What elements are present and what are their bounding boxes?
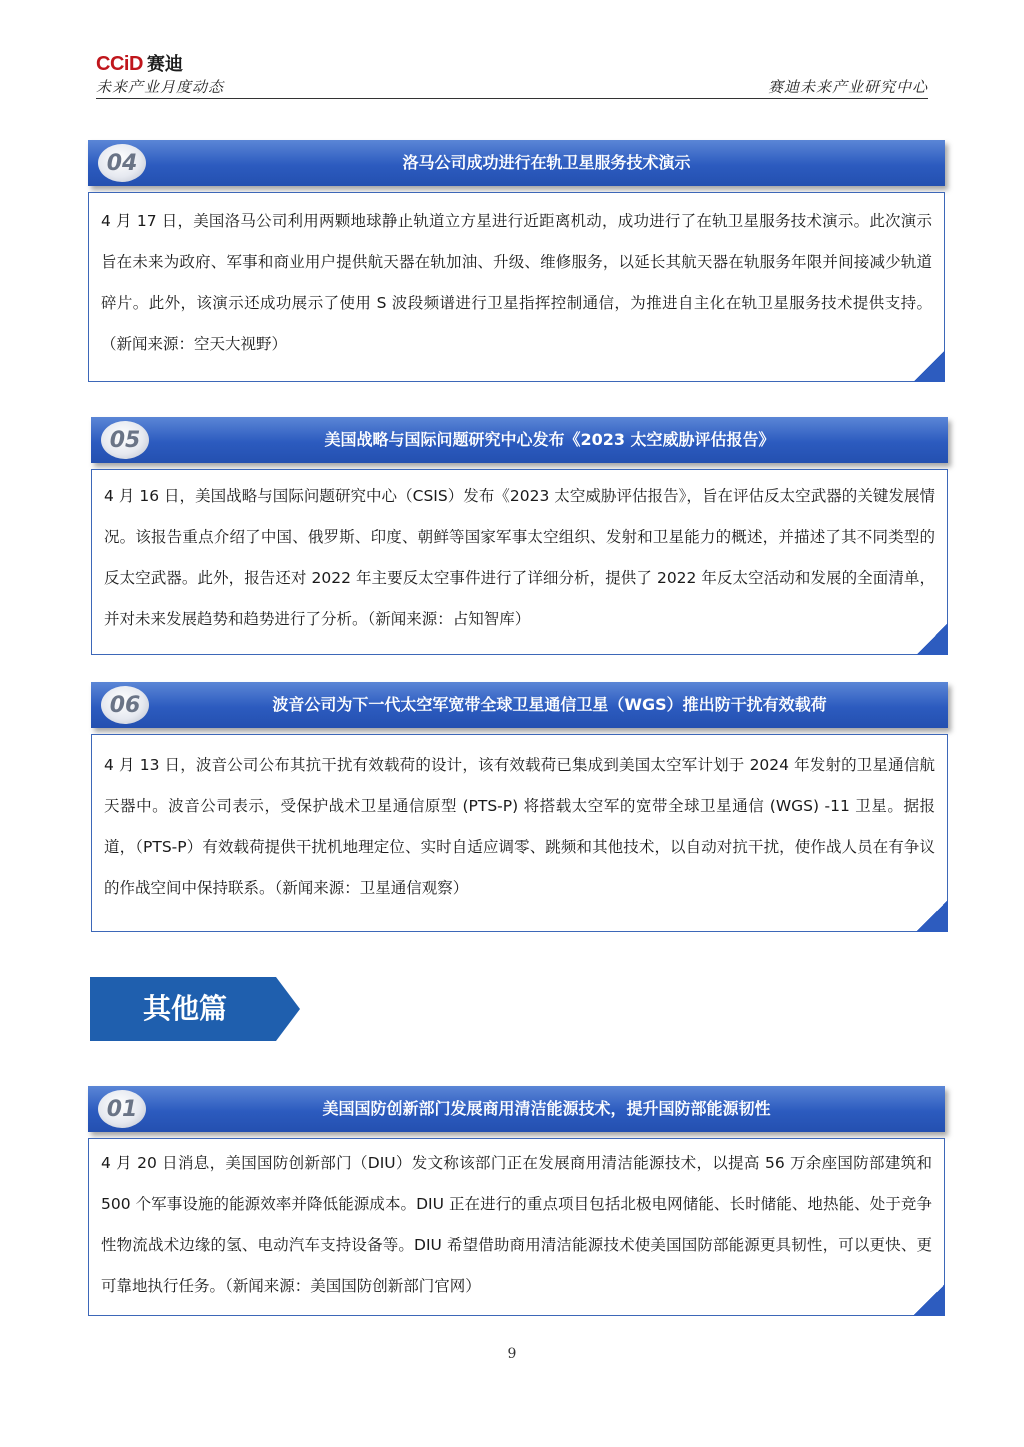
article-number-badge xyxy=(101,421,149,459)
header-divider xyxy=(96,98,928,99)
article-body-box xyxy=(91,734,948,932)
section-tab-other xyxy=(90,977,302,1041)
article-number-badge xyxy=(98,1090,146,1128)
article-title: 洛马公司成功进行在轨卫星服务技术演示 xyxy=(402,153,691,172)
other-article-01 xyxy=(88,1086,945,1316)
article-title: 波音公司为下一代太空军宽带全球卫星通信卫星（WGS）推出防干扰有效载荷 xyxy=(272,695,827,714)
article-body-box xyxy=(91,469,948,655)
ccid-logo xyxy=(96,50,183,76)
article-body-box xyxy=(88,1138,945,1316)
page-number: 9 xyxy=(507,1346,517,1362)
article-banner xyxy=(88,140,945,186)
article-06 xyxy=(91,682,948,932)
corner-triangle-icon xyxy=(913,350,945,382)
article-banner xyxy=(91,417,948,463)
article-body: 4 月 17 日，美国洛马公司利用两颗地球静止轨道立方星进行近距离机动，成功进行了在轨卫星服务技术演示。此次演示旨在未来为政府、军事和商业用户提供航天器在轨加油、升级、维修服务，以延长其航天器在轨服务年限并间接减少轨道碎片。此外，该演示还成功展示了使用 S 波段频谱进行卫星指挥控制通信，为推进自主化在轨卫星服务技术提供支持。（新闻来源：空天大视野） xyxy=(101,212,932,353)
article-banner xyxy=(88,1086,945,1132)
corner-triangle-icon xyxy=(916,900,948,932)
corner-triangle-icon xyxy=(913,1284,945,1316)
article-number: 04 xyxy=(106,150,138,176)
publisher-name: 赛迪未来产业研究中心 xyxy=(767,78,928,96)
article-body: 4 月 16 日，美国战略与国际问题研究中心（CSIS）发布《2023 太空威胁评估报告》，旨在评估反太空武器的关键发展情况。该报告重点介绍了中国、俄罗斯、印度、朝鲜等国家军事太空组织、发射和卫星能力的概述，并描述了其不同类型的反太空武器。此外，报告还对 2022 年主要反太空事件进行了详细分析，提供了 2022 年反太空活动和发展的全面清单，并对未来发展趋势和趋势进行了分析。（新闻来源：占知智库） xyxy=(104,487,935,628)
article-title: 美国战略与国际问题研究中心发布《2023 太空威胁评估报告》 xyxy=(324,430,775,449)
article-number-badge xyxy=(98,144,146,182)
publication-title: 未来产业月度动态 xyxy=(96,78,225,96)
article-title: 美国国防创新部门发展商用清洁能源技术，提升国防部能源韧性 xyxy=(322,1099,771,1118)
article-number-badge xyxy=(101,686,149,724)
page-header xyxy=(96,48,928,100)
section-title: 其他篇 xyxy=(142,992,227,1025)
article-body: 4 月 20 日消息，美国国防创新部门（DIU）发文称该部门正在发展商用清洁能源技术，以提高 56 万余座国防部建筑和 500 个军事设施的能源效率并降低能源成本。DIU 正在进行的重点项目包括北极电网储能、长时储能、地热能、处于竞争性物流战术边缘的氢、电动汽车支持设备等。DIU 希望借助商用清洁能源技术使美国国防部能源更具韧性，可以更快、更可靠地执行任务。（新闻来源：美国国防创新部门官网） xyxy=(101,1154,932,1295)
article-05 xyxy=(91,417,948,655)
logo-cn: 赛迪 xyxy=(146,54,183,75)
corner-triangle-icon xyxy=(916,623,948,655)
article-04 xyxy=(88,140,945,382)
article-banner xyxy=(91,682,948,728)
article-body: 4 月 13 日，波音公司公布其抗干扰有效载荷的设计，该有效载荷已集成到美国太空军计划于 2024 年发射的卫星通信航天器中。波音公司表示，受保护战术卫星通信原型 (PTS-P) 将搭载太空军的宽带全球卫星通信 (WGS) -11 卫星。据报道，（PTS-P）有效载荷提供干扰机地理定位、实时自适应调零、跳频和其他技术，以自动对抗干扰，使作战人员在有争议的作战空间中保持联系。（新闻来源：卫星通信观察） xyxy=(104,756,935,897)
article-body-box xyxy=(88,192,945,382)
logo-mark: CCiD xyxy=(96,53,143,75)
article-number: 06 xyxy=(109,692,141,718)
article-number: 05 xyxy=(109,427,141,453)
article-number: 01 xyxy=(106,1096,138,1122)
